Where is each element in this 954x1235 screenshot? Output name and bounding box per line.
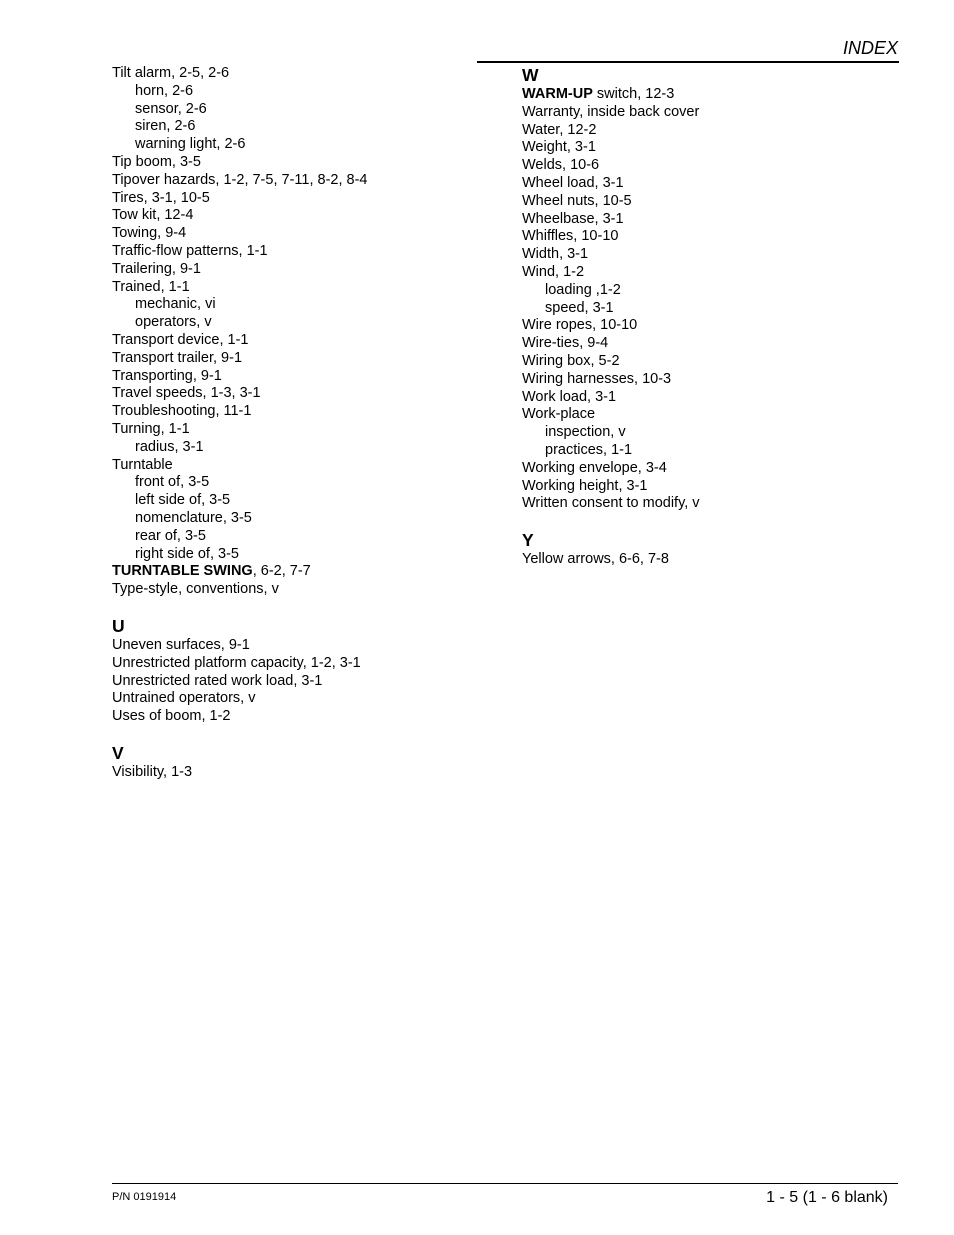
index-entry: Towing, 9-4 <box>112 225 187 242</box>
index-entry: Work-place <box>522 406 596 423</box>
index-entry: Type-style, conventions, v <box>112 581 279 598</box>
index-entry-keyword: TURNTABLE SWING <box>112 563 253 580</box>
index-entry: Transport device, 1-1 <box>112 331 249 348</box>
index-subentry: inspection, v <box>545 424 626 441</box>
index-entry: Welds, 10-6 <box>522 157 600 174</box>
index-subentry: siren, 2-6 <box>135 118 196 135</box>
index-section-letter: U <box>112 615 125 636</box>
index-column-right <box>522 65 902 569</box>
index-subentry: operators, v <box>135 314 212 331</box>
index-entry-pages: switch, 12-3 <box>592 86 675 102</box>
index-entry: Warranty, inside back cover <box>522 103 700 120</box>
index-entry: Wheel nuts, 10-5 <box>522 192 632 209</box>
index-entry: Tires, 3-1, 10-5 <box>112 189 210 206</box>
index-subentry: right side of, 3-5 <box>135 545 239 562</box>
index-entry: Width, 3-1 <box>522 246 589 263</box>
index-entry: Turntable <box>112 456 173 473</box>
part-number: P/N 0191914 <box>112 1191 177 1203</box>
index-entry: Turning, 1-1 <box>112 420 190 437</box>
index-subentry: sensor, 2-6 <box>135 100 207 117</box>
index-subentry: front of, 3-5 <box>135 474 210 491</box>
index-entry: Troubleshooting, 11-1 <box>112 403 252 420</box>
index-subentry: left side of, 3-5 <box>135 492 231 509</box>
index-entry <box>112 563 462 581</box>
index-subentry: warning light, 2-6 <box>135 136 246 153</box>
index-subentry: horn, 2-6 <box>135 82 194 99</box>
index-subentry: nomenclature, 3-5 <box>135 509 252 526</box>
index-entry: Written consent to modify, v <box>522 495 700 512</box>
index-section-letter: V <box>112 742 124 763</box>
index-entry: Travel speeds, 1-3, 3-1 <box>112 385 261 402</box>
index-entry: Wheel load, 3-1 <box>522 174 624 191</box>
index-entry: Uneven surfaces, 9-1 <box>112 636 250 653</box>
index-entry-pages: , 6-2, 7-7 <box>252 563 311 580</box>
index-entry: Tilt alarm, 2-5, 2-6 <box>112 65 230 81</box>
index-entry-keyword: WARM-UP <box>522 86 593 102</box>
index-entry: Unrestricted platform capacity, 1-2, 3-1 <box>112 654 361 671</box>
index-entry: Uses of boom, 1-2 <box>112 708 231 725</box>
index-entry: Yellow arrows, 6-6, 7-8 <box>522 551 669 568</box>
index-entry: Wiring harnesses, 10-3 <box>522 370 672 387</box>
index-column-left <box>112 65 462 782</box>
index-entry: Transport trailer, 9-1 <box>112 349 243 366</box>
index-entry: Working envelope, 3-4 <box>522 459 667 476</box>
page-number: 1 - 5 (1 - 6 blank) <box>766 1189 888 1206</box>
index-entry <box>522 86 902 104</box>
page-header-title: INDEX <box>842 38 898 58</box>
index-entry: Untrained operators, v <box>112 690 256 707</box>
index-subentry: practices, 1-1 <box>545 441 633 458</box>
index-entry: Work load, 3-1 <box>522 388 617 405</box>
index-subentry: loading ,1-2 <box>545 281 621 298</box>
index-entry: Tip boom, 3-5 <box>112 153 201 170</box>
index-entry: Trailering, 9-1 <box>112 260 201 277</box>
index-entry: Traffic-flow patterns, 1-1 <box>112 242 268 259</box>
index-entry: Tipover hazards, 1-2, 7-5, 7-11, 8-2, 8-4 <box>112 171 368 188</box>
index-entry: Transporting, 9-1 <box>112 367 222 384</box>
index-entry: Wiring box, 5-2 <box>522 352 620 369</box>
index-section-letter: W <box>522 65 539 85</box>
index-section-letter: Y <box>522 530 534 551</box>
index-entry: Wire-ties, 9-4 <box>522 335 609 352</box>
index-subentry: mechanic, vi <box>135 296 216 313</box>
index-entry: Unrestricted rated work load, 3-1 <box>112 672 323 689</box>
index-entry: Wind, 1-2 <box>522 263 585 280</box>
index-entry: Weight, 3-1 <box>522 139 596 156</box>
footer-rule <box>112 1183 898 1184</box>
index-entry: Wheelbase, 3-1 <box>522 210 624 227</box>
index-subentry: rear of, 3-5 <box>135 527 206 544</box>
index-subentry: radius, 3-1 <box>135 438 204 455</box>
index-entry: Visibility, 1-3 <box>112 763 193 780</box>
index-entry: Water, 12-2 <box>522 121 597 138</box>
index-entry: Wire ropes, 10-10 <box>522 317 638 334</box>
index-entry: Working height, 3-1 <box>522 477 648 494</box>
index-entry: Tow kit, 12-4 <box>112 207 194 224</box>
index-subentry: speed, 3-1 <box>545 299 614 316</box>
index-entry: Whiffles, 10-10 <box>522 228 619 245</box>
index-entry: Trained, 1-1 <box>112 278 190 295</box>
header-rule <box>477 61 899 63</box>
